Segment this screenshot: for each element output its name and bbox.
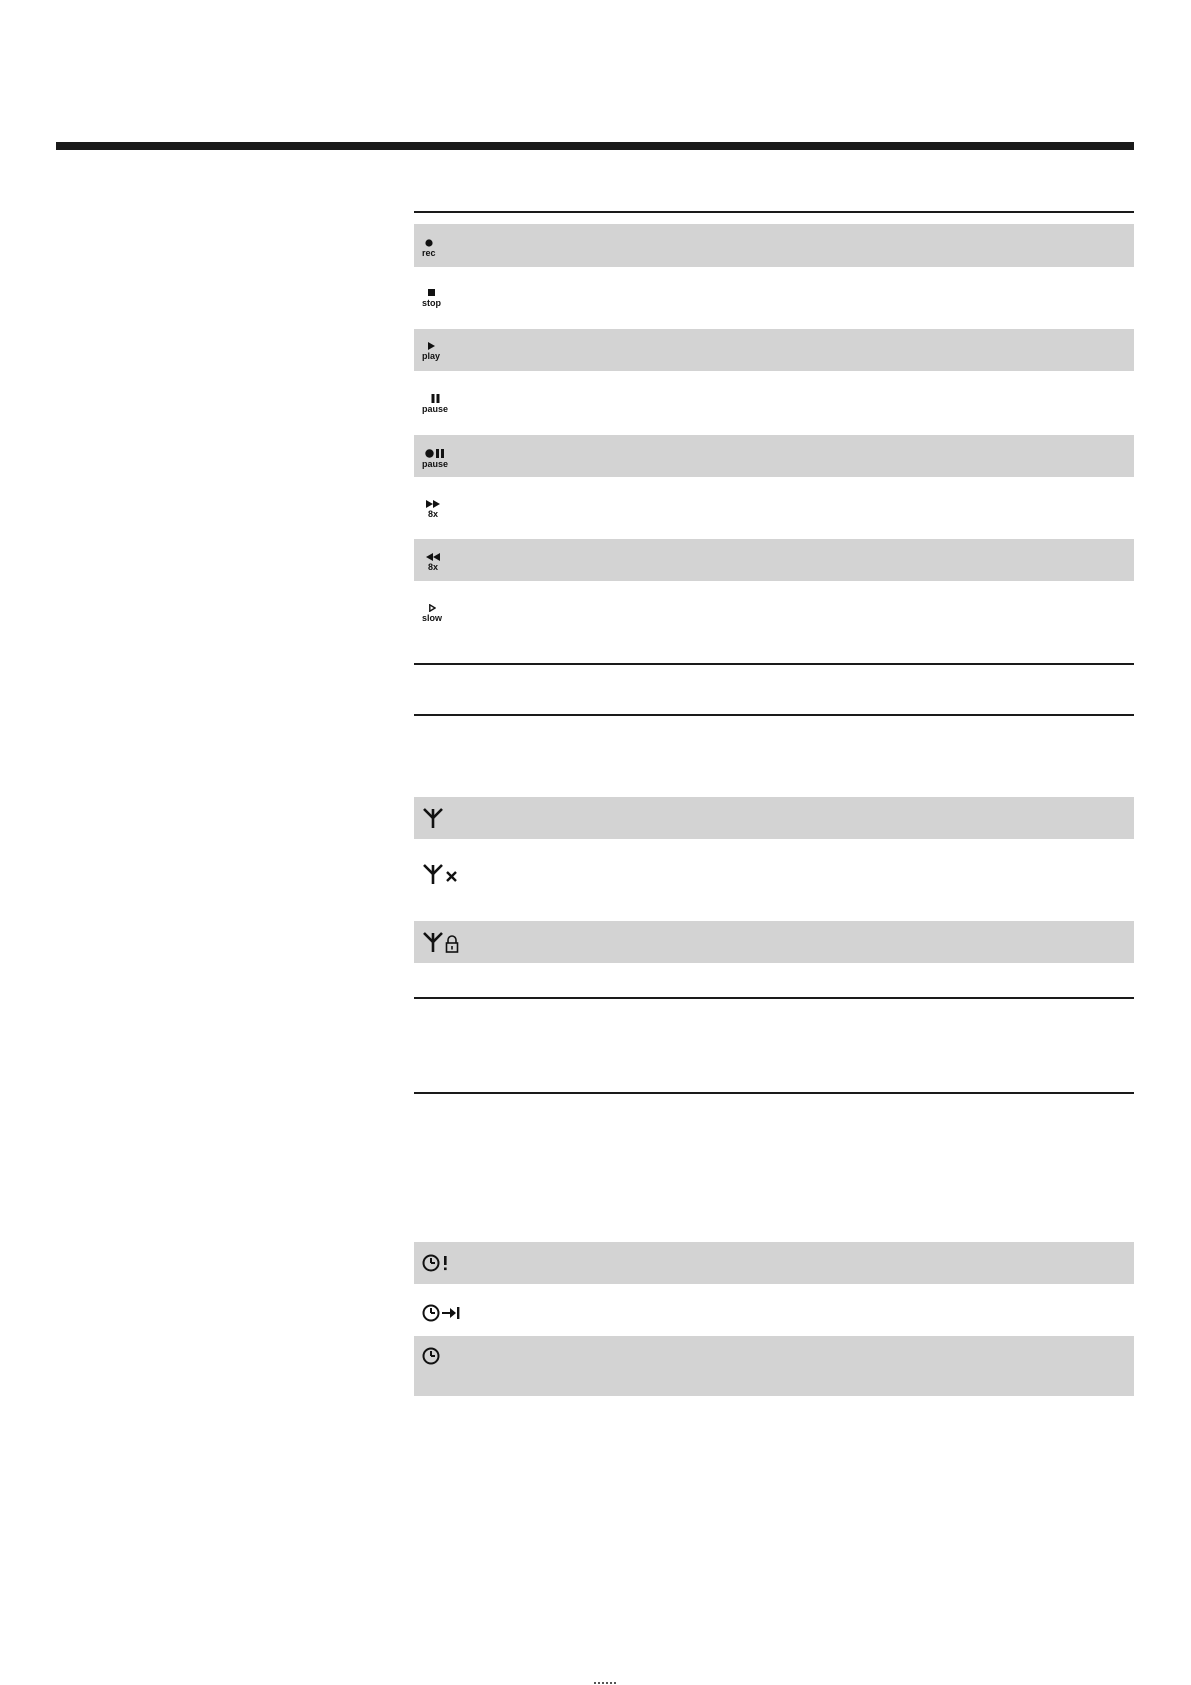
icon-label: pause xyxy=(422,404,449,414)
table-row xyxy=(414,848,1134,921)
antenna-no-signal-icon xyxy=(422,863,462,885)
header-bar xyxy=(56,142,1134,150)
table-row xyxy=(414,539,1134,581)
icon-label: slow xyxy=(422,613,443,623)
table-row xyxy=(414,486,1134,531)
timer-warning-icon xyxy=(422,1253,458,1273)
fast-forward-icon xyxy=(426,498,440,509)
table-row xyxy=(414,591,1134,651)
slow-play-icon xyxy=(429,602,436,613)
table-row xyxy=(414,1292,1134,1335)
icon-label: play xyxy=(422,351,441,361)
table-bottom-rule xyxy=(414,997,1134,999)
icon-label: pause xyxy=(422,459,449,469)
icon-label: 8x xyxy=(427,562,438,572)
timer-next-icon xyxy=(422,1303,466,1323)
table-row xyxy=(414,921,1134,963)
rewind-icon xyxy=(426,551,440,562)
record-pause-icon xyxy=(425,448,445,459)
antenna-icon xyxy=(422,807,444,829)
icon-label: rec xyxy=(422,248,436,258)
icon-label: stop xyxy=(422,298,441,308)
table-row xyxy=(414,1336,1134,1396)
table-row xyxy=(414,224,1134,267)
pause-bars-icon xyxy=(431,393,440,404)
stop-square-icon xyxy=(428,287,435,298)
table-top-rule xyxy=(414,714,1134,716)
table-top-rule xyxy=(414,1092,1134,1094)
page-footer-mark xyxy=(594,1682,616,1684)
table-row xyxy=(414,381,1134,426)
table-row xyxy=(414,329,1134,371)
timer-icon xyxy=(422,1346,442,1366)
table-bottom-rule xyxy=(414,663,1134,665)
table-row xyxy=(414,276,1134,321)
play-triangle-icon xyxy=(428,340,435,351)
antenna-locked-icon xyxy=(422,931,462,953)
table-row xyxy=(414,435,1134,477)
table-row xyxy=(414,797,1134,839)
table-row xyxy=(414,1242,1134,1284)
icon-label: 8x xyxy=(427,509,438,519)
record-dot-icon xyxy=(425,237,433,248)
table-top-rule xyxy=(414,211,1134,213)
